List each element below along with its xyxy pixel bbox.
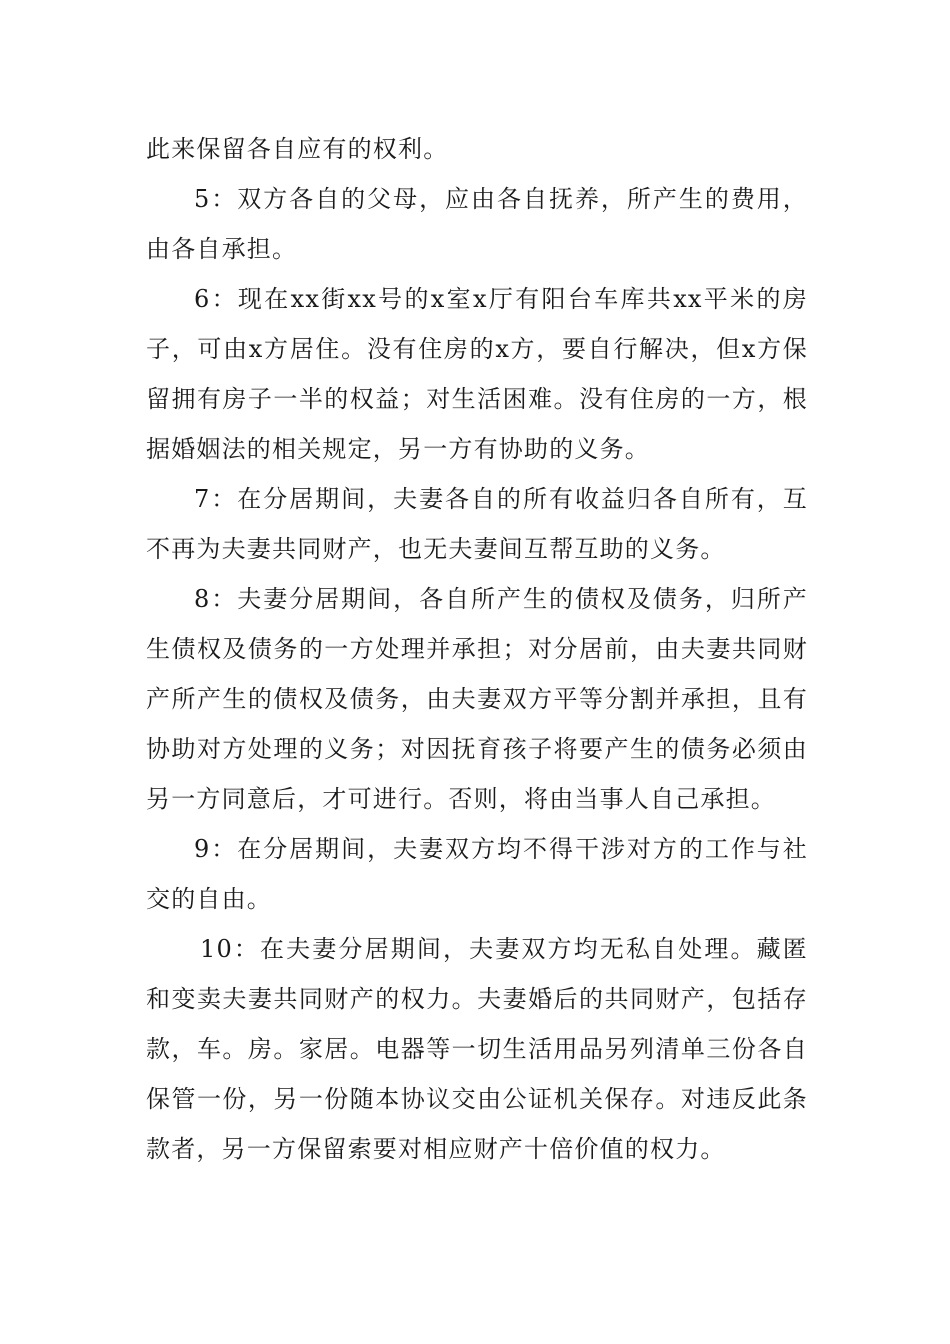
paragraph-continuation: 此来保留各自应有的权利。	[146, 135, 449, 163]
clause-8: 8：夫妻分居期间，各自所产生的债权及债务，归所产生债权及债务的一方处理并承担；对分居前，由夫妻共同财产所产生的债权及债务，由夫妻双方平等分割并承担，且有协助对方处理的义务；对因抚育孩子将要产生的债务必须由另一方同意后，才可进行。否则，将由当事人自己承担。	[146, 585, 808, 813]
document-page	[146, 124, 808, 1174]
clause-7: 7：在分居期间，夫妻各自的所有收益归各自所有，互不再为夫妻共同财产，也无夫妻间互帮互助的义务。	[146, 485, 808, 563]
clause-5: 5：双方各自的父母，应由各自抚养，所产生的费用，由各自承担。	[146, 185, 808, 263]
clause-9: 9：在分居期间，夫妻双方均不得干涉对方的工作与社交的自由。	[146, 835, 808, 913]
clause-6: 6：现在xx街xx号的x室x厅有阳台车库共xx平米的房子，可由x方居住。没有住房的x方，要自行解决，但x方保留拥有房子一半的权益；对生活困难。没有住房的一方，根据婚姻法的相关规定，另一方有协助的义务。	[146, 285, 808, 463]
clause-10: 10：在夫妻分居期间，夫妻双方均无私自处理。藏匿和变卖夫妻共同财产的权力。夫妻婚后的共同财产，包括存款，车。房。家居。电器等一切生活用品另列清单三份各自保管一份，另一份随本协议交由公证机关保存。对违反此条款者，另一方保留索要对相应财产十倍价值的权力。	[146, 935, 808, 1163]
